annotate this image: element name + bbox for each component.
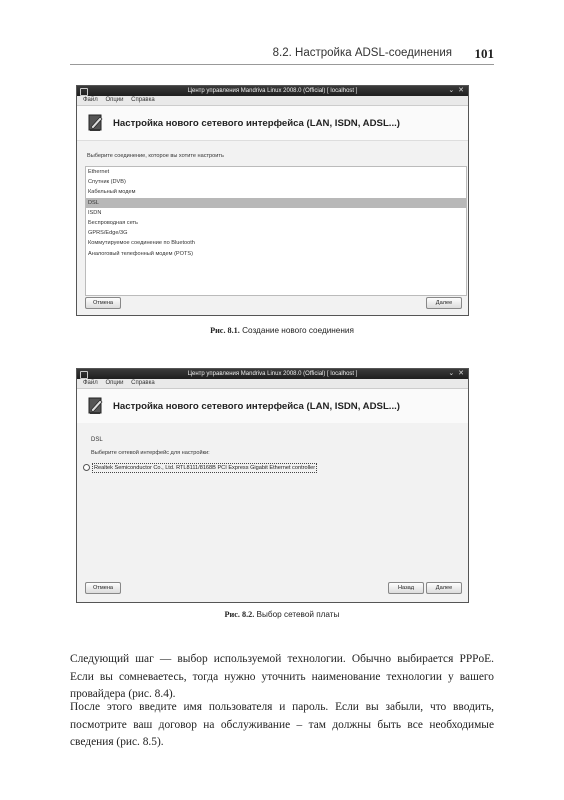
nic-label[interactable]: Realtek Semiconductor Co., Ltd. RTL8111/8168B PCI Express Gigabit Ethernet controller xyxy=(94,465,316,471)
list-item-bluetooth-dialup[interactable]: Коммутируемое соединение по Bluetooth xyxy=(88,240,195,247)
dsl-label: DSL xyxy=(91,437,103,443)
menu-file[interactable]: Файл xyxy=(83,380,98,386)
interface-prompt: Выберите сетевой интерфейс для настройки: xyxy=(91,450,210,456)
page-header xyxy=(70,47,494,63)
running-header: 8.2. Настройка ADSL-соединения xyxy=(272,47,452,59)
list-item-ethernet[interactable]: Ethernet xyxy=(88,169,110,175)
window-controls-icon[interactable]: ⌄ ✕ xyxy=(448,87,465,94)
menu-options[interactable]: Опции xyxy=(105,97,124,103)
cancel-button[interactable]: Отмена xyxy=(85,297,121,309)
network-wizard-icon xyxy=(87,113,105,133)
caption-text: Создание нового соединения xyxy=(239,326,354,335)
next-button[interactable]: Далее xyxy=(426,582,462,594)
wizard-title: Настройка нового сетевого интерфейса (LAN, ISDN, ADSL...) xyxy=(113,118,400,129)
list-item-wireless[interactable]: Беспроводная сеть xyxy=(88,219,138,226)
list-item-gprs[interactable]: GPRS/Edge/3G xyxy=(88,230,128,237)
radio-button[interactable] xyxy=(83,464,90,471)
figure-8-1-caption xyxy=(70,326,494,335)
caption-number: Рис. 8.2. xyxy=(224,610,255,619)
body-paragraph-2: После этого введите имя пользователя и пароль. Если вы забыли, что вводить, посмотрите ваш договор на обслуживание – там должны быть все необходимые сведения (рис. 8.5). xyxy=(70,701,494,748)
connection-prompt: Выберите соединение, которое вы хотите настроить xyxy=(87,153,224,159)
menu-options[interactable]: Опции xyxy=(105,380,124,386)
menu-help[interactable]: Справка xyxy=(131,97,155,103)
window-controls-icon[interactable]: ⌄ ✕ xyxy=(448,370,465,377)
caption-number: Рис. 8.1. xyxy=(210,326,240,335)
window-titlebar xyxy=(77,86,468,96)
nic-radio-option[interactable] xyxy=(83,463,317,473)
menu-file[interactable]: Файл xyxy=(83,97,98,103)
window-menu-icon[interactable] xyxy=(80,371,88,379)
figure-8-1-screenshot xyxy=(76,85,469,316)
header-rule xyxy=(70,64,494,65)
window-titlebar xyxy=(77,369,468,379)
list-item-isdn[interactable]: ISDN xyxy=(88,209,102,216)
list-item-satellite[interactable]: Спутник (DVB) xyxy=(88,179,126,186)
menubar xyxy=(77,96,468,106)
menubar xyxy=(77,379,468,389)
list-item-analog-modem[interactable]: Аналоговый телефонный модем (POTS) xyxy=(88,250,194,257)
window-title: Центр управления Mandriva Linux 2008.0 (Official) [ localhost ] xyxy=(187,371,358,377)
wizard-header xyxy=(77,389,468,423)
back-button[interactable]: Назад xyxy=(388,582,424,594)
page-number: 101 xyxy=(474,46,494,61)
next-button[interactable]: Далее xyxy=(426,297,462,309)
window-title: Центр управления Mandriva Linux 2008.0 (Official) [ localhost ] xyxy=(187,88,358,94)
cancel-button[interactable]: Отмена xyxy=(85,582,121,594)
wizard-title: Настройка нового сетевого интерфейса (LAN, ISDN, ADSL...) xyxy=(113,401,400,412)
figure-8-2-caption xyxy=(70,610,494,619)
window-menu-icon[interactable] xyxy=(80,88,88,96)
connection-type-list xyxy=(85,166,467,296)
figure-8-2-screenshot xyxy=(76,368,469,603)
body-paragraph-1: Следующий шаг — выбор используемой технологии. Обычно выбирается PPPoE. Если вы сомневаетесь, тогда нужно уточнить наименование технологии у вашего провайдера (рис. 8.4). xyxy=(70,653,494,700)
network-wizard-icon xyxy=(87,396,105,416)
wizard-header xyxy=(77,106,468,141)
list-item-dsl[interactable]: DSL xyxy=(86,198,466,208)
list-item-cable-modem[interactable]: Кабельный модем xyxy=(88,189,136,196)
menu-help[interactable]: Справка xyxy=(131,380,155,386)
caption-text: Выбор сетевой платы xyxy=(254,610,340,619)
